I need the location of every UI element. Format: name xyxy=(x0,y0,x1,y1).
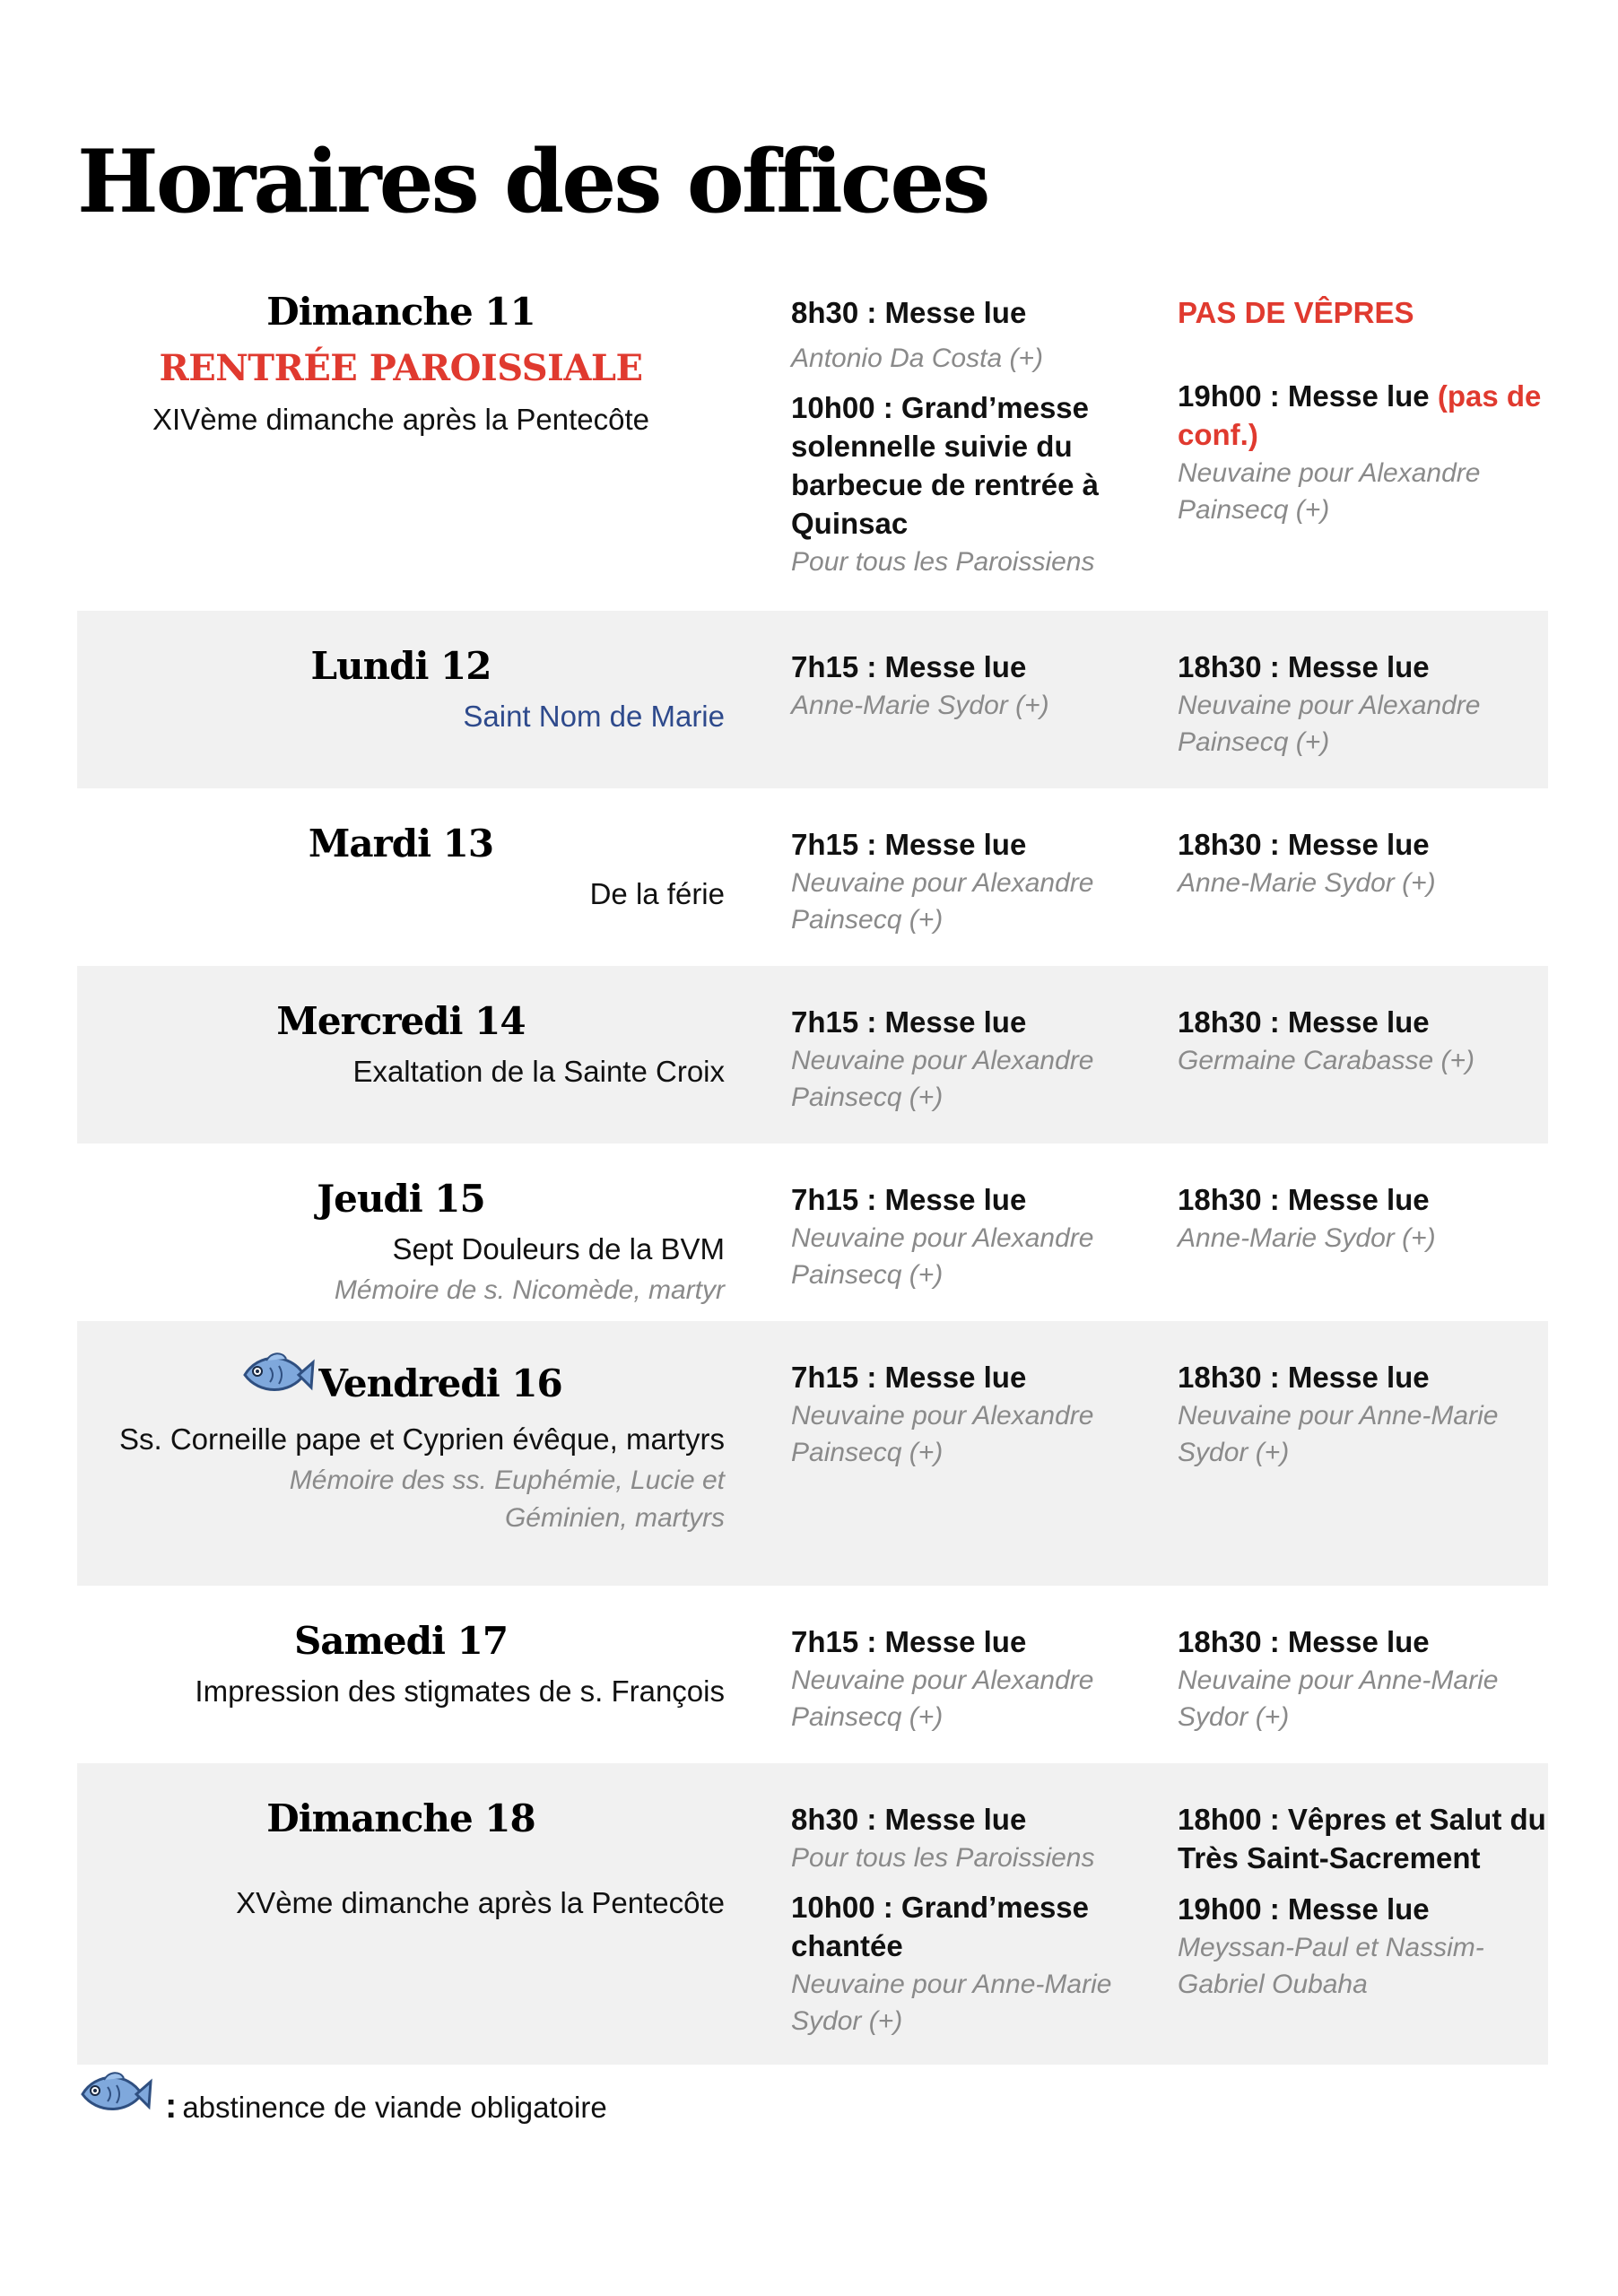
mass-title: 8h30 : Messe lue xyxy=(791,296,1027,329)
mass-title: 7h15 : Messe lue xyxy=(791,1005,1027,1039)
day-row-mardi-13 xyxy=(77,788,1548,966)
feast-name: Exaltation de la Sainte Croix xyxy=(352,1055,725,1088)
morning-masses xyxy=(791,1623,1150,1745)
mass-title: 7h15 : Messe lue xyxy=(791,1183,1027,1216)
mass-entry xyxy=(1178,826,1547,901)
day-info xyxy=(77,1170,725,1309)
day-row-jeudi-15 xyxy=(77,1144,1548,1321)
page-title: Horaires des offices xyxy=(77,131,988,232)
evening-masses xyxy=(1178,294,1547,537)
fish-icon xyxy=(239,1348,315,1402)
morning-masses xyxy=(791,1181,1150,1303)
day-row-mercredi-14 xyxy=(77,966,1548,1144)
memoire-note: Mémoire de s. Nicomède, martyr xyxy=(334,1274,725,1305)
mass-intention: Neuvaine pour Alexandre Painsecq (+) xyxy=(791,1400,1094,1468)
legend-text: abstinence de viande obligatoire xyxy=(182,2091,607,2124)
morning-masses xyxy=(791,1359,1150,1481)
day-name: Dimanche 18 xyxy=(266,1796,535,1840)
mass-entry xyxy=(791,826,1150,939)
mass-intention: Neuvaine pour Anne-Marie Sydor (+) xyxy=(1178,1400,1499,1468)
feast-name: XVème dimanche après la Pentecôte xyxy=(236,1886,725,1919)
feast-name: Impression des stigmates de s. François xyxy=(195,1674,725,1708)
mass-title: 18h30 : Messe lue xyxy=(1178,1005,1430,1039)
mass-entry xyxy=(791,294,1150,377)
day-name: Samedi 17 xyxy=(293,1619,509,1663)
day-info xyxy=(77,993,725,1094)
mass-title xyxy=(1178,378,1547,455)
mass-entry xyxy=(791,1623,1150,1736)
mass-entry xyxy=(1178,1891,1547,2004)
mass-intention: Neuvaine pour Anne-Marie Sydor (+) xyxy=(791,1970,1112,2037)
mass-intention: Meyssan-Paul et Nassim-Gabriel Oubaha xyxy=(1178,1932,1484,2000)
day-info xyxy=(77,815,725,917)
mass-title: 7h15 : Messe lue xyxy=(791,828,1027,861)
mass-entry xyxy=(791,1181,1150,1294)
morning-masses xyxy=(791,648,1150,733)
mass-intention: Neuvaine pour Alexandre Painsecq (+) xyxy=(1178,457,1481,526)
morning-masses xyxy=(791,1801,1150,2049)
mass-intention: Anne-Marie Sydor (+) xyxy=(1178,867,1436,898)
day-name: Lundi 12 xyxy=(310,644,491,688)
mass-intention: Pour tous les Paroissiens xyxy=(791,1842,1095,1873)
day-row-vendredi-16 xyxy=(77,1321,1548,1586)
feast-name: Saint Nom de Marie xyxy=(463,700,725,733)
mass-title: 7h15 : Messe lue xyxy=(791,650,1027,683)
mass-title: 18h30 : Messe lue xyxy=(1178,828,1430,861)
day-row-dimanche-18 xyxy=(77,1763,1548,2065)
evening-masses xyxy=(1178,648,1547,770)
mass-entry xyxy=(791,1801,1150,1876)
mass-title: 18h30 : Messe lue xyxy=(1178,1625,1430,1658)
mass-entry xyxy=(1178,1181,1547,1257)
evening-masses xyxy=(1178,1181,1547,1265)
rentree-banner: RENTRÉE PAROISSIALE xyxy=(159,347,643,389)
mass-intention: Neuvaine pour Alexandre Painsecq (+) xyxy=(791,1665,1094,1733)
mass-entry xyxy=(791,1889,1150,2040)
day-info xyxy=(77,283,725,442)
evening-masses xyxy=(1178,1623,1547,1745)
day-name: Mercredi 14 xyxy=(276,999,526,1043)
mass-entry xyxy=(1178,1623,1547,1736)
memoire-note: Mémoire des ss. Euphémie, Lucie et Géminien, martyrs xyxy=(289,1465,725,1533)
mass-title: 19h00 : Messe lue xyxy=(1178,1892,1430,1926)
legend xyxy=(77,2067,607,2126)
mass-entry xyxy=(791,648,1150,724)
evening-masses xyxy=(1178,1801,1547,2012)
mass-intention: Anne-Marie Sydor (+) xyxy=(791,690,1049,720)
feast-name: Ss. Corneille pape et Cyprien évêque, martyrs xyxy=(119,1422,725,1456)
mass-intention: Antonio Da Costa (+) xyxy=(791,343,1043,373)
mass-intention: Neuvaine pour Anne-Marie Sydor (+) xyxy=(1178,1665,1499,1733)
day-info xyxy=(77,1348,725,1537)
mass-title: 10h00 : Grand’messe chantée xyxy=(791,1891,1089,1963)
mass-title: 18h30 : Messe lue xyxy=(1178,1361,1430,1394)
day-info xyxy=(77,638,725,739)
feast-name: Sept Douleurs de la BVM xyxy=(392,1232,725,1265)
legend-colon: : xyxy=(165,2086,178,2126)
morning-masses xyxy=(791,826,1150,948)
mass-entry xyxy=(1178,1004,1547,1079)
mass-entry xyxy=(1178,294,1547,333)
mass-entry xyxy=(791,1004,1150,1117)
mass-time-label: 19h00 : Messe lue xyxy=(1178,378,1430,413)
mass-intention: Neuvaine pour Alexandre Painsecq (+) xyxy=(1178,690,1481,758)
day-name: Vendredi 16 xyxy=(318,1361,562,1405)
day-row-lundi-12 xyxy=(77,611,1548,788)
mass-intention: Anne-Marie Sydor (+) xyxy=(1178,1222,1436,1253)
mass-title: 8h30 : Messe lue xyxy=(791,1803,1027,1836)
vespers-title: 18h00 : Vêpres et Salut du Très Saint-Sacrement xyxy=(1178,1803,1546,1874)
day-name: Jeudi 15 xyxy=(317,1177,485,1221)
mass-intention: Neuvaine pour Alexandre Painsecq (+) xyxy=(791,1045,1094,1113)
day-info xyxy=(77,1613,725,1714)
feast-name: De la férie xyxy=(589,877,725,910)
mass-intention: Pour tous les Paroissiens xyxy=(791,546,1095,577)
morning-masses xyxy=(791,1004,1150,1126)
day-row-dimanche-11 xyxy=(77,283,1548,611)
day-name-with-fish xyxy=(77,1348,725,1412)
mass-intention: Germaine Carabasse (+) xyxy=(1178,1045,1474,1075)
mass-entry xyxy=(1178,1359,1547,1472)
mass-title: 18h30 : Messe lue xyxy=(1178,1183,1430,1216)
day-name: Dimanche 11 xyxy=(266,290,535,334)
mass-intention: Neuvaine pour Alexandre Painsecq (+) xyxy=(791,867,1094,935)
fish-icon xyxy=(77,2067,152,2121)
day-row-samedi-17 xyxy=(77,1586,1548,1763)
mass-title: 7h15 : Messe lue xyxy=(791,1625,1027,1658)
mass-entry xyxy=(1178,1801,1547,1878)
feast-name: XIVème dimanche après la Pentecôte xyxy=(152,403,649,436)
mass-title: 18h30 : Messe lue xyxy=(1178,650,1430,683)
no-vespers-notice: PAS DE VÊPRES xyxy=(1178,296,1414,329)
evening-masses xyxy=(1178,826,1547,910)
mass-entry xyxy=(791,389,1150,580)
mass-entry xyxy=(1178,378,1547,529)
mass-entry xyxy=(791,1359,1150,1472)
evening-masses xyxy=(1178,1359,1547,1481)
mass-title: 10h00 : Grand’messe solennelle suivie du barbecue de rentrée à Quinsac xyxy=(791,391,1099,540)
mass-title: 7h15 : Messe lue xyxy=(791,1361,1027,1394)
mass-entry xyxy=(1178,648,1547,761)
morning-masses xyxy=(791,294,1150,589)
no-confession-note: (pas de conf.) xyxy=(1178,378,1542,451)
day-name: Mardi 13 xyxy=(308,822,494,865)
day-info xyxy=(77,1790,725,1926)
mass-intention: Neuvaine pour Alexandre Painsecq (+) xyxy=(791,1222,1094,1291)
evening-masses xyxy=(1178,1004,1547,1088)
